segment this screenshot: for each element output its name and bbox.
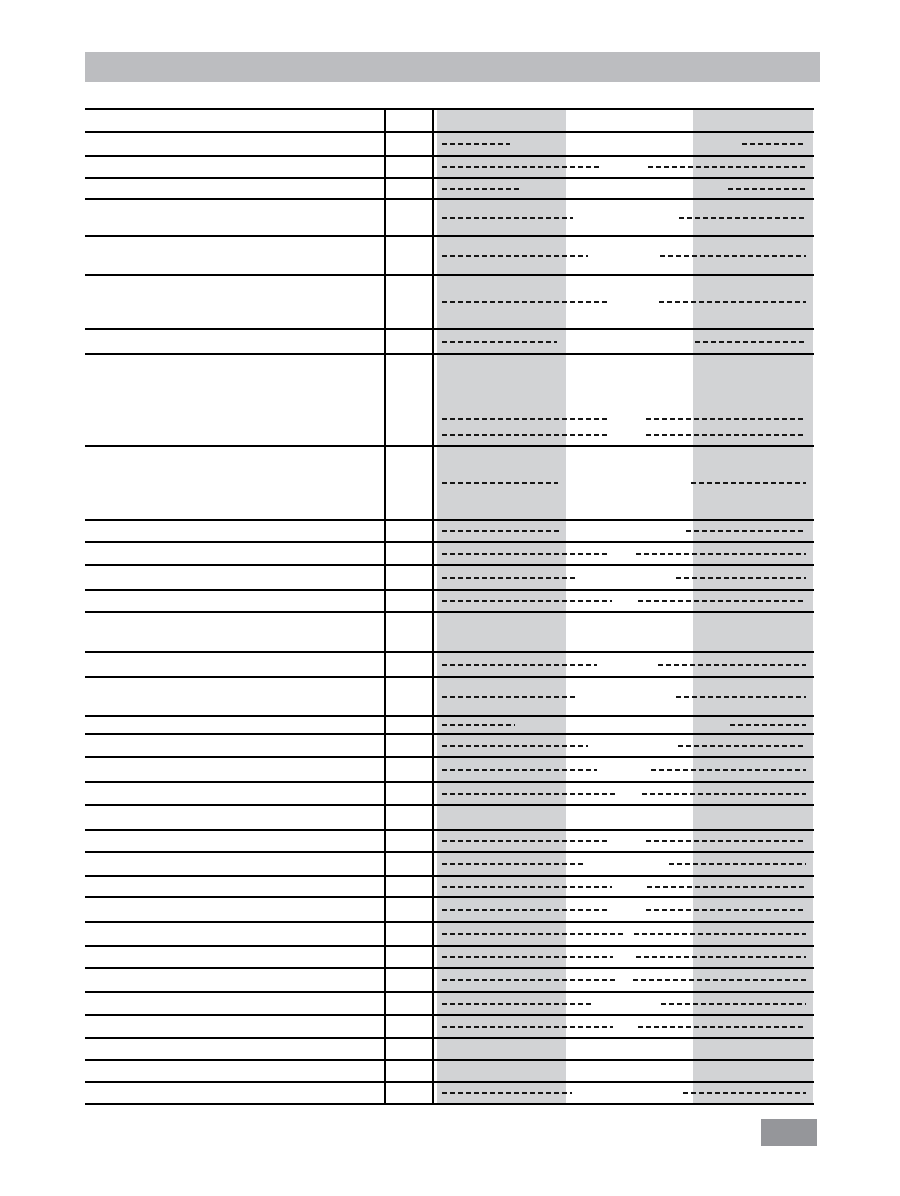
row-label-cell [85, 1083, 384, 1103]
row-label-cell [85, 591, 384, 611]
dashed-entry-line [442, 143, 510, 145]
row-value-cell [434, 237, 814, 274]
table-row [85, 611, 814, 651]
dashed-entry-line [442, 909, 610, 911]
row-note-cell [384, 758, 434, 781]
table-row [85, 875, 814, 896]
dashed-entry-line [442, 696, 575, 698]
table-row [85, 715, 814, 733]
dashed-entry-line [442, 530, 562, 532]
dashed-entry-line [442, 664, 597, 666]
table-row [85, 733, 814, 756]
dashed-entry-line [442, 341, 557, 343]
row-note-cell [384, 898, 434, 921]
table-row [85, 108, 814, 131]
dashed-entry-line [442, 863, 583, 865]
row-note-cell [384, 735, 434, 756]
row-note-cell [384, 678, 434, 715]
row-value-cell [434, 447, 814, 519]
table-row [85, 851, 814, 875]
table-row [85, 198, 814, 235]
row-value-cell [434, 355, 814, 445]
dashed-entry-line [676, 577, 806, 579]
row-label-cell [85, 110, 384, 131]
row-label-cell [85, 993, 384, 1014]
dashed-entry-line [636, 956, 806, 958]
dashed-entry-line [636, 553, 806, 555]
row-value-cell [434, 969, 814, 991]
row-value-cell [434, 898, 814, 921]
row-note-cell [384, 923, 434, 945]
row-note-cell [384, 276, 434, 328]
table-row [85, 274, 814, 328]
table-row [85, 1081, 814, 1103]
table-row [85, 1014, 814, 1037]
row-note-cell [384, 717, 434, 733]
dashed-entry-line [683, 1092, 806, 1094]
row-label-cell [85, 1039, 384, 1059]
row-label-cell [85, 831, 384, 851]
row-value-cell [434, 923, 814, 945]
table-row [85, 131, 814, 155]
dashed-entry-line [651, 769, 806, 771]
financial-table [85, 108, 814, 1105]
row-value-cell [434, 613, 814, 651]
dashed-entry-line [648, 166, 806, 168]
document-title-bar [85, 52, 820, 82]
table-row [85, 651, 814, 676]
table-row [85, 945, 814, 967]
row-value-cell [434, 877, 814, 896]
row-label-cell [85, 717, 384, 733]
row-note-cell [384, 179, 434, 198]
dashed-entry-line [442, 255, 588, 257]
table-row [85, 1037, 814, 1059]
row-label-cell [85, 179, 384, 198]
dashed-entry-line [695, 341, 806, 343]
dashed-entry-line [646, 418, 806, 420]
row-label-cell [85, 543, 384, 564]
row-value-cell [434, 543, 814, 564]
dashed-entry-line [442, 482, 558, 484]
dashed-entry-line [676, 696, 806, 698]
row-note-cell [384, 237, 434, 274]
dashed-entry-line [634, 933, 806, 935]
row-note-cell [384, 1016, 434, 1037]
row-value-cell [434, 157, 814, 177]
row-note-cell [384, 1083, 434, 1103]
table-row [85, 353, 814, 445]
table-row [85, 589, 814, 611]
row-value-cell [434, 758, 814, 781]
row-value-cell [434, 1039, 814, 1059]
dashed-entry-line [442, 933, 623, 935]
row-note-cell [384, 1061, 434, 1081]
dashed-entry-line [638, 1026, 806, 1028]
table-row [85, 1059, 814, 1081]
row-value-cell [434, 521, 814, 541]
row-label-cell [85, 200, 384, 235]
dashed-entry-line [678, 745, 806, 747]
row-value-cell [434, 110, 814, 131]
row-label-cell [85, 276, 384, 328]
row-note-cell [384, 806, 434, 829]
dashed-entry-line [669, 863, 806, 865]
row-label-cell [85, 355, 384, 445]
dashed-entry-line [638, 600, 806, 602]
row-note-cell [384, 783, 434, 804]
dashed-entry-line [647, 886, 806, 888]
dashed-entry-line [442, 1003, 593, 1005]
dashed-entry-line [691, 482, 806, 484]
table-row [85, 967, 814, 991]
row-value-cell [434, 179, 814, 198]
row-note-cell [384, 993, 434, 1014]
table-row [85, 177, 814, 198]
dashed-entry-line [442, 745, 588, 747]
row-label-cell [85, 853, 384, 875]
row-value-cell [434, 853, 814, 875]
row-label-cell [85, 566, 384, 589]
dashed-entry-line [686, 530, 806, 532]
table-row [85, 328, 814, 353]
row-note-cell [384, 330, 434, 353]
row-label-cell [85, 613, 384, 651]
dashed-entry-line [660, 255, 806, 257]
row-value-cell [434, 735, 814, 756]
row-value-cell [434, 947, 814, 967]
dashed-entry-line [646, 909, 806, 911]
row-value-cell [434, 1061, 814, 1081]
row-label-cell [85, 877, 384, 896]
row-label-cell [85, 1016, 384, 1037]
row-label-cell [85, 678, 384, 715]
dashed-entry-line [442, 724, 515, 726]
dashed-entry-line [442, 217, 573, 219]
row-value-cell [434, 806, 814, 829]
row-note-cell [384, 566, 434, 589]
row-note-cell [384, 653, 434, 676]
row-value-cell [434, 993, 814, 1014]
row-value-cell [434, 717, 814, 733]
row-note-cell [384, 447, 434, 519]
dashed-entry-line [442, 956, 613, 958]
row-note-cell [384, 355, 434, 445]
row-note-cell [384, 831, 434, 851]
table-row [85, 541, 814, 564]
dashed-entry-line [442, 793, 617, 795]
row-note-cell [384, 591, 434, 611]
dashed-entry-line [442, 1092, 572, 1094]
row-label-cell [85, 923, 384, 945]
table-row [85, 445, 814, 519]
row-label-cell [85, 653, 384, 676]
row-label-cell [85, 969, 384, 991]
dashed-entry-line [442, 301, 608, 303]
row-value-cell [434, 276, 814, 328]
row-label-cell [85, 1061, 384, 1081]
dashed-entry-line [442, 577, 575, 579]
dashed-entry-line [633, 979, 806, 981]
dashed-entry-line [442, 979, 618, 981]
row-value-cell [434, 1016, 814, 1037]
table-row [85, 235, 814, 274]
table-row [85, 781, 814, 804]
dashed-entry-line [728, 188, 806, 190]
table-row [85, 564, 814, 589]
table-row [85, 804, 814, 829]
dashed-entry-line [661, 1003, 806, 1005]
dashed-entry-line [442, 418, 607, 420]
page-number-marker [761, 1119, 817, 1146]
row-note-cell [384, 157, 434, 177]
dashed-entry-line [646, 434, 806, 436]
dashed-entry-line [442, 188, 522, 190]
dashed-entry-line [659, 301, 806, 303]
table-row [85, 676, 814, 715]
row-note-cell [384, 521, 434, 541]
row-note-cell [384, 853, 434, 875]
row-note-cell [384, 110, 434, 131]
row-value-cell [434, 831, 814, 851]
row-note-cell [384, 969, 434, 991]
dashed-entry-line [646, 840, 806, 842]
dashed-entry-line [442, 840, 610, 842]
table-row [85, 829, 814, 851]
dashed-entry-line [658, 664, 806, 666]
table-row [85, 756, 814, 781]
dashed-entry-line [730, 724, 806, 726]
row-value-cell [434, 1083, 814, 1103]
dashed-entry-line [442, 434, 607, 436]
row-value-cell [434, 678, 814, 715]
row-value-cell [434, 653, 814, 676]
dashed-entry-line [442, 769, 597, 771]
dashed-entry-line [442, 600, 612, 602]
dashed-entry-line [642, 793, 806, 795]
row-label-cell [85, 157, 384, 177]
table-row [85, 896, 814, 921]
table-row [85, 991, 814, 1014]
row-note-cell [384, 1039, 434, 1059]
row-value-cell [434, 133, 814, 155]
row-label-cell [85, 806, 384, 829]
table-row [85, 519, 814, 541]
row-note-cell [384, 133, 434, 155]
row-value-cell [434, 566, 814, 589]
row-label-cell [85, 735, 384, 756]
row-label-cell [85, 237, 384, 274]
row-note-cell [384, 543, 434, 564]
dashed-entry-line [442, 1026, 613, 1028]
row-label-cell [85, 330, 384, 353]
row-value-cell [434, 200, 814, 235]
dashed-entry-line [442, 166, 602, 168]
dashed-entry-line [442, 553, 609, 555]
row-note-cell [384, 200, 434, 235]
row-label-cell [85, 947, 384, 967]
dashed-entry-line [442, 886, 612, 888]
dashed-entry-line [679, 217, 806, 219]
row-value-cell [434, 783, 814, 804]
row-note-cell [384, 877, 434, 896]
row-value-cell [434, 591, 814, 611]
row-label-cell [85, 133, 384, 155]
row-note-cell [384, 947, 434, 967]
row-label-cell [85, 521, 384, 541]
row-label-cell [85, 758, 384, 781]
row-label-cell [85, 447, 384, 519]
table-row [85, 155, 814, 177]
row-label-cell [85, 898, 384, 921]
row-note-cell [384, 613, 434, 651]
row-label-cell [85, 783, 384, 804]
row-value-cell [434, 330, 814, 353]
dashed-entry-line [742, 143, 806, 145]
table-row [85, 921, 814, 945]
